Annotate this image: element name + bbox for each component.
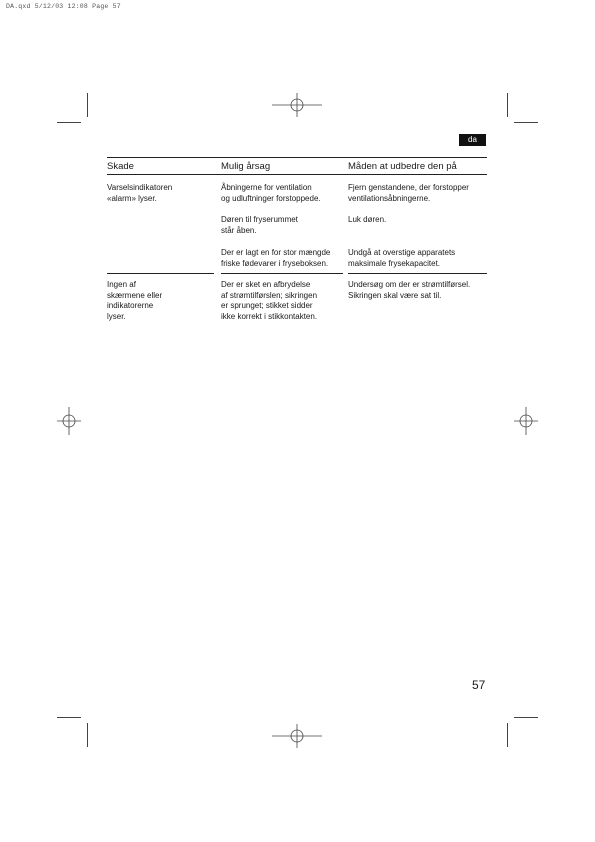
column-header-remedy: Måden at udbedre den på [348,161,457,172]
column-header-cause: Mulig årsag [221,161,271,172]
crop-mark-top-left-h [57,122,81,123]
header-bottom-rule [107,174,487,175]
row-1-remedy-3: Undgå at overstige apparatets maksimale frysekapacitet. [348,248,456,268]
crop-mark-bottom-right-h [514,717,538,718]
row-divider [348,273,487,274]
row-2-remedy-1: Undersøg om der er strømtilførsel. Sikringen skal være sat til. [348,280,471,300]
row-1-remedy-1: Fjern genstandene, der forstopper ventilationsåbningerne. [348,183,469,203]
row-1-remedy-2: Luk døren. [348,215,387,224]
column-header-damage: Skade [107,161,134,172]
row-2-cause-1: Der er sket en afbrydelse af strømtilførslen; sikringen er sprunget; stikket sidder ikke korrekt i stikkontakten. [221,280,318,321]
row-1-damage: Varselsindikatoren «alarm» lyser. [107,183,173,203]
registration-mark-left [54,407,84,435]
registration-mark-bottom [272,721,322,751]
crop-mark-bottom-right-v [507,723,508,747]
row-2-damage: Ingen af skærmene eller indikatorerne lyser. [107,280,163,321]
crop-mark-top-left-v [87,93,88,117]
print-slug: DA.qxd 5/12/03 12:08 Page 57 [6,3,121,10]
crop-mark-bottom-left-v [87,723,88,747]
row-1-cause-3: Der er lagt en for stor mængde friske fødevarer i fryseboksen. [221,248,331,268]
row-1-cause-2: Døren til fryserummet står åben. [221,215,298,235]
row-divider [221,273,343,274]
language-tab: da [459,134,486,146]
row-divider [107,273,214,274]
registration-mark-top [272,90,322,120]
page-number: 57 [472,678,486,692]
registration-mark-right [511,407,541,435]
row-1-cause-1: Åbningerne for ventilation og udluftninger forstoppede. [221,183,321,203]
crop-mark-top-right-v [507,93,508,117]
table-top-rule [107,157,487,158]
crop-mark-top-right-h [514,122,538,123]
crop-mark-bottom-left-h [57,717,81,718]
